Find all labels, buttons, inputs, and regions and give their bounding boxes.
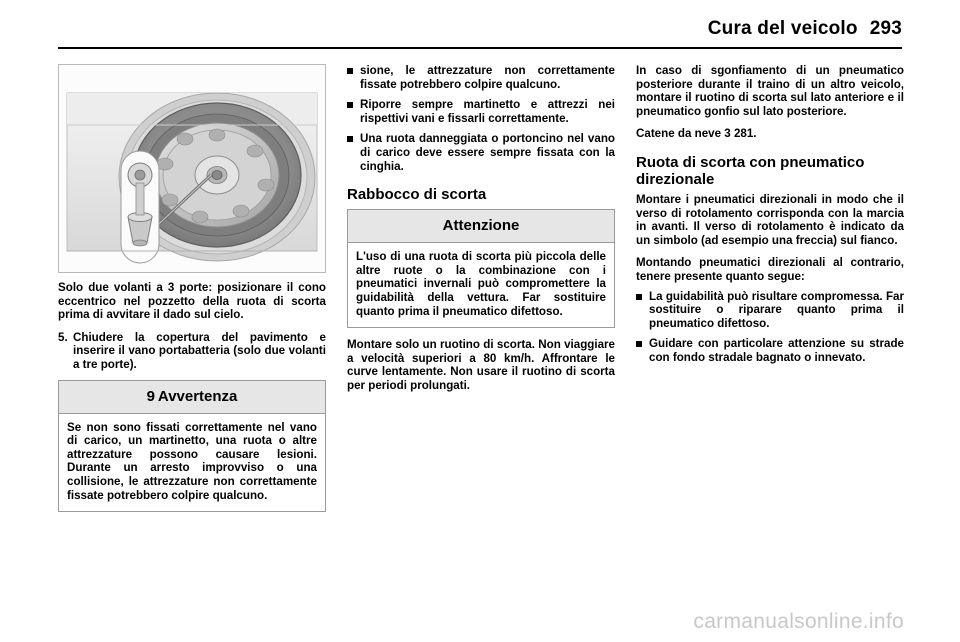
column-middle bbox=[347, 64, 615, 402]
page-number: 293 bbox=[869, 18, 902, 39]
square-bullet-icon bbox=[347, 132, 360, 173]
bullet-text: Riporre sempre martinetto e attrezzi nei rispettivi vani e fissarli correttamente. bbox=[360, 98, 615, 125]
snow-chains-page-ref: 281. bbox=[730, 127, 757, 141]
column-right bbox=[636, 64, 904, 373]
warning-icon: 9 bbox=[146, 387, 155, 405]
list-item bbox=[347, 98, 615, 125]
warning-notice-box bbox=[58, 380, 326, 513]
directional-tyre-paragraph-1: Montare i pneumatici direzionali in modo che il verso di rotolamento corrisponda con la marcia in avanti. Il verso di rotolamento è indicato da un simbolo (ad esempio una freccia) sul fianco. bbox=[636, 192, 904, 247]
bullet-text: sione, le attrezzature non correttamente fissate potrebbero colpire qualcuno. bbox=[360, 64, 615, 91]
square-bullet-icon bbox=[636, 337, 649, 364]
warning-notice-header bbox=[59, 381, 325, 414]
cross-reference-arrow-icon: 3 bbox=[724, 127, 731, 141]
site-watermark: carmanualsonline.info bbox=[693, 610, 904, 633]
wheel-well-diagram bbox=[59, 65, 325, 272]
bullet-text: La guidabilità può risultare compromessa. Far sostituire o riparare quanto prima il pneumatico difettoso. bbox=[649, 289, 904, 330]
step-text: Chiudere la copertura del pavimento e inserire il vano portabatteria (solo due volanti a tre porte). bbox=[73, 330, 326, 371]
procedure-step-list bbox=[58, 331, 326, 372]
header-divider bbox=[58, 47, 902, 49]
figure-following-paragraph: Solo due volanti a 3 porte: posizionare il cono eccentrico nel pozzetto della ruota di scorta prima di avvitare il dado sul cielo. bbox=[58, 281, 326, 322]
section-heading-spare-wheel: Rabbocco di scorta bbox=[347, 186, 487, 204]
attention-notice-header: Attenzione bbox=[348, 210, 614, 243]
square-bullet-icon bbox=[347, 64, 360, 91]
list-item bbox=[347, 64, 615, 91]
list-item bbox=[636, 290, 904, 331]
list-item bbox=[636, 337, 904, 364]
step-number: 5. bbox=[58, 330, 68, 344]
square-bullet-icon bbox=[636, 290, 649, 331]
list-item bbox=[58, 331, 326, 372]
safety-bullet-list bbox=[347, 64, 615, 173]
attention-notice-box bbox=[347, 209, 615, 328]
snow-chains-reference bbox=[636, 127, 904, 141]
directional-tyre-paragraph-2: Montando pneumatici direzionali al contrario, tenere presente quanto segue: bbox=[636, 256, 904, 283]
snow-chains-label: Catene da neve bbox=[636, 127, 725, 141]
warning-notice-title: Avvertenza bbox=[157, 387, 238, 405]
attention-notice-body: L'uso di una ruota di scorta più piccola delle altre ruote o la combinazione con i pneumatici invernali può compromettere la guidabilità della vettura. Far sostituire quanto prima il pneumatico difettoso. bbox=[356, 250, 606, 318]
bullet-text: Guidare con particolare attenzione su strade con fondo stradale bagnato o innevato. bbox=[649, 337, 904, 364]
section-heading-directional-spare: Ruota di scorta con pneumatico direzionale bbox=[636, 153, 865, 188]
page-header bbox=[58, 18, 902, 48]
towing-paragraph: In caso di sgonfiamento di un pneumatico posteriore durante il traino di un altro veicolo, montare il ruotino di scorta sul lato anteriore e il pneumatico gonfio sul lato posteriore. bbox=[636, 64, 904, 118]
spare-wheel-usage-paragraph: Montare solo un ruotino di scorta. Non viaggiare a velocità superiori a 80 km/h. Affrontare le curve lentamente. Non usare il ruotino di scorta per periodi prolungati. bbox=[347, 338, 615, 392]
list-item bbox=[347, 132, 615, 173]
warning-notice-body: Se non sono fissati correttamente nel vano di carico, un martinetto, una ruota o altre attrezzature possono causare lesioni. Durante un arresto improvviso o una collisione, le attrezzature non correttamente fissate potrebbero colpire qualcuno. bbox=[67, 420, 317, 502]
page-title: Cura del veicolo bbox=[707, 18, 858, 39]
spare-wheel-illustration bbox=[58, 64, 326, 273]
column-left bbox=[58, 64, 326, 522]
directional-tyre-bullet-list bbox=[636, 290, 904, 365]
bullet-text: Una ruota danneggiata o portoncino nel vano di carico deve essere sempre fissata con la cinghia. bbox=[360, 132, 615, 173]
square-bullet-icon bbox=[347, 98, 360, 125]
